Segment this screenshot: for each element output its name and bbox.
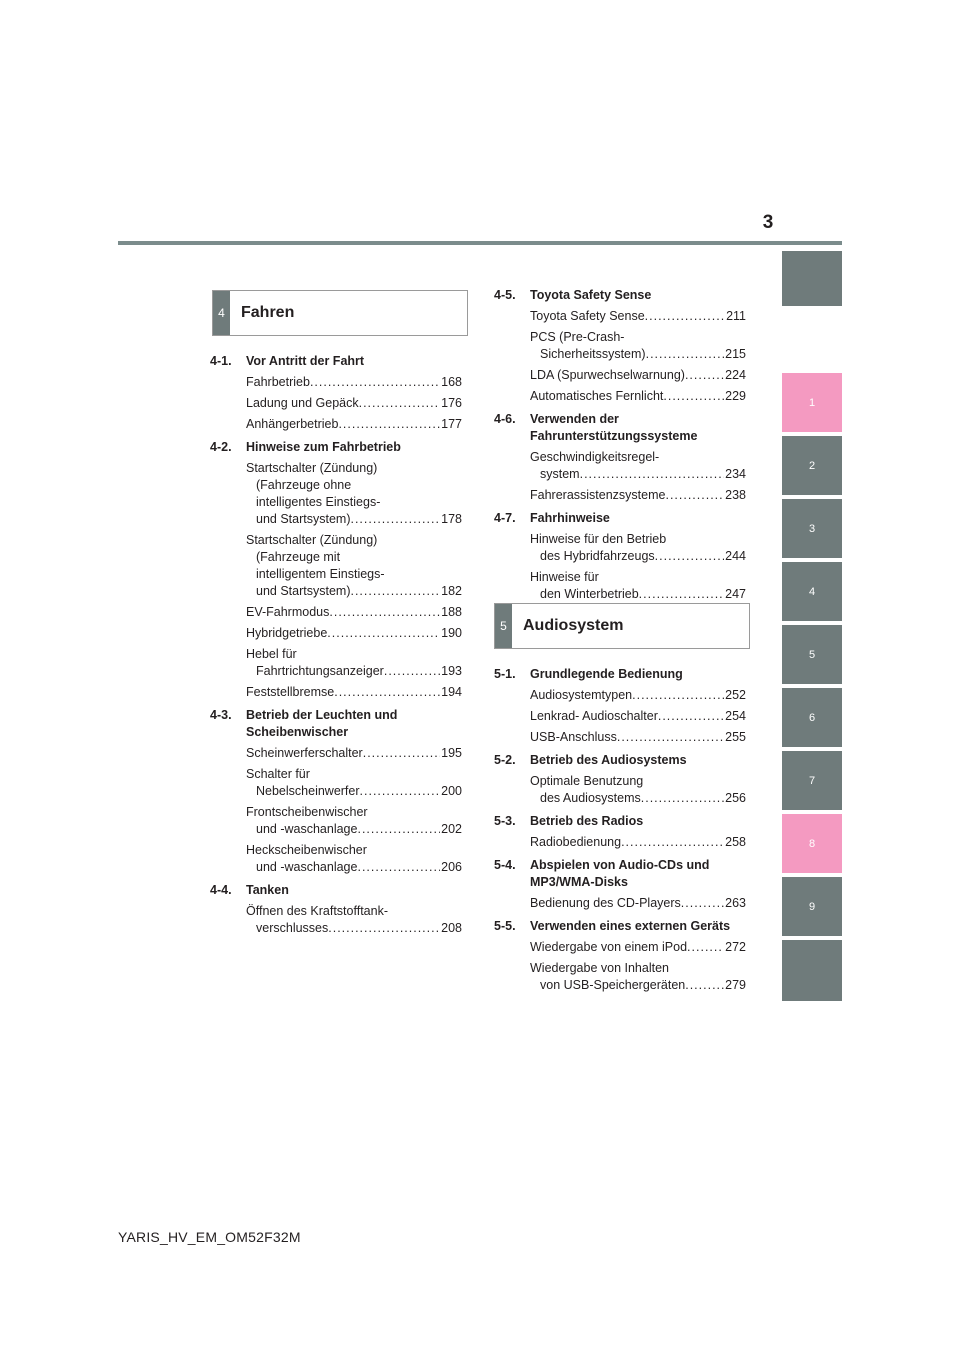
toc-entry-text: Optimale Benutzung — [530, 774, 644, 788]
toc-entry-text: des Audiosystems — [540, 791, 641, 805]
toc-entry-text: Startschalter (Zündung) — [246, 461, 378, 475]
toc-page-number: 252 — [725, 688, 746, 702]
toc-page-number: 234 — [725, 467, 746, 481]
toc-page-number: 208 — [441, 921, 462, 935]
dot-leader — [359, 395, 441, 412]
toc-entry[interactable] — [210, 374, 462, 391]
toc-group-heading[interactable] — [494, 857, 746, 891]
toc-group-number: 5-4. — [494, 858, 516, 872]
toc-group-heading[interactable] — [494, 411, 746, 445]
chapter-tab-label: 3 — [808, 522, 816, 535]
toc-entry-text: Hinweise für den Betrieb — [530, 532, 667, 546]
toc-entry-text: den Winterbetrieb — [540, 587, 639, 601]
toc-entry[interactable] — [494, 687, 746, 704]
toc-entry-text: Scheinwerferschalter — [246, 746, 363, 760]
toc-group — [210, 707, 462, 876]
toc-group-title: Grundlegende Bedienung — [530, 667, 683, 681]
toc-entry-text: Öffnen des Kraftstofftank- — [246, 904, 388, 918]
section-number: 4 — [213, 291, 230, 335]
toc-group-heading[interactable] — [494, 813, 746, 830]
toc-page-number: 238 — [725, 488, 746, 502]
toc-page-number: 215 — [725, 347, 746, 361]
toc-entry-text: Anhängerbetrieb — [246, 417, 339, 431]
toc-group-title: Scheibenwischer — [246, 725, 349, 739]
toc-entry-text: Schalter für — [246, 767, 310, 781]
chapter-tab-blank[interactable] — [782, 251, 842, 306]
dot-leader — [384, 663, 440, 680]
toc-entry[interactable] — [210, 416, 462, 433]
toc-entry-text: EV-Fahrmodus — [246, 605, 330, 619]
toc-entry-text: Fahrerassistenzsysteme — [530, 488, 666, 502]
toc-entry-text: Audiosystemtypen — [530, 688, 633, 702]
toc-entry[interactable] — [210, 766, 462, 800]
toc-entry-text: Startschalter (Zündung) — [246, 533, 378, 547]
toc-entry-text: PCS (Pre-Crash- — [530, 330, 625, 344]
toc-entry-text: und -waschanlage — [256, 860, 358, 874]
toc-entry-text: Bedienung des CD-Players — [530, 896, 681, 910]
toc-group-title: Fahrunterstützungssysteme — [530, 429, 698, 443]
chapter-tab-8[interactable] — [782, 814, 842, 873]
toc-entry[interactable] — [494, 960, 746, 994]
dot-leader — [327, 625, 440, 642]
toc-entry-text: Toyota Safety Sense — [530, 309, 645, 323]
dot-leader — [617, 729, 724, 746]
chapter-tab-2[interactable] — [782, 436, 842, 495]
toc-entry-text: Sicherheitssystem) — [540, 347, 646, 361]
chapter-tab-9[interactable] — [782, 877, 842, 936]
toc-page-number: 194 — [441, 685, 462, 699]
toc-entry-text: Heckscheibenwischer — [246, 843, 367, 857]
toc-group — [494, 918, 746, 994]
toc-entry-text: von USB-Speichergeräten — [540, 978, 686, 992]
toc-entry[interactable] — [494, 834, 746, 851]
page-number: 3 — [762, 212, 774, 233]
toc-page-number: 206 — [441, 860, 462, 874]
dot-leader — [687, 939, 724, 956]
dot-leader — [641, 790, 724, 807]
toc-entry[interactable] — [494, 708, 746, 725]
chapter-tab-label: 8 — [808, 837, 816, 850]
toc-entry[interactable] — [210, 684, 462, 701]
dot-leader — [685, 367, 724, 384]
dot-leader — [329, 604, 440, 621]
dot-leader — [646, 346, 725, 363]
toc-group — [494, 666, 746, 746]
toc-group-number: 4-7. — [494, 511, 516, 525]
toc-page-number: 279 — [725, 978, 746, 992]
toc-entry-text: des Hybridfahrzeugs — [540, 549, 655, 563]
toc-group-heading[interactable] — [210, 707, 462, 741]
toc-group-number: 4-2. — [210, 440, 232, 454]
toc-group-title: MP3/WMA-Disks — [530, 875, 628, 889]
toc-entry[interactable] — [210, 745, 462, 762]
toc-page-number: 254 — [725, 709, 746, 723]
toc-page-number: 229 — [725, 389, 746, 403]
toc-page-number: 224 — [725, 368, 746, 382]
toc-page-number: 202 — [441, 822, 462, 836]
toc-page-number: 193 — [441, 664, 462, 678]
toc-page-number: 247 — [725, 587, 746, 601]
toc-entry-text: Radiobedienung — [530, 835, 622, 849]
toc-entry[interactable] — [494, 308, 746, 325]
chapter-tab-label: 2 — [808, 459, 816, 472]
chapter-tab-3[interactable] — [782, 499, 842, 558]
toc-group-number: 5-2. — [494, 753, 516, 767]
toc-entry[interactable] — [210, 804, 462, 838]
chapter-tab-blank[interactable] — [782, 940, 842, 1001]
toc-group-title: Verwenden eines externen Geräts — [530, 919, 731, 933]
toc-page-number: 168 — [441, 375, 462, 389]
toc-entry-text: und Startsystem) — [256, 512, 351, 526]
toc-entry-text: intelligentes Einstiegs- — [256, 495, 381, 509]
toc-group-number: 4-3. — [210, 708, 232, 722]
toc-entry-text: (Fahrzeuge mit — [256, 550, 341, 564]
toc-entry[interactable] — [210, 460, 462, 528]
toc-column-right-b — [494, 666, 746, 1000]
section-number: 5 — [495, 604, 512, 648]
toc-entry[interactable] — [210, 903, 462, 937]
toc-page-number: 272 — [725, 940, 746, 954]
toc-group-heading[interactable] — [494, 752, 746, 769]
toc-group — [210, 439, 462, 701]
chapter-tab-4[interactable] — [782, 562, 842, 621]
dot-leader — [350, 511, 440, 528]
dot-leader — [328, 920, 440, 937]
section-header-4 — [212, 290, 468, 336]
toc-entry-text: Hinweise für — [530, 570, 599, 584]
toc-column-left — [210, 353, 462, 943]
toc-group-number: 4-1. — [210, 354, 232, 368]
dot-leader — [334, 684, 440, 701]
toc-entry-text: und Startsystem) — [256, 584, 351, 598]
toc-group-title: Abspielen von Audio-CDs und — [530, 858, 710, 872]
toc-entry[interactable] — [494, 773, 746, 807]
chapter-tab-label: 6 — [808, 711, 816, 724]
dot-leader — [663, 388, 724, 405]
toc-entry-text: Feststellbremse — [246, 685, 335, 699]
toc-entry[interactable] — [210, 646, 462, 680]
toc-entry-text: Lenkrad- Audioschalter — [530, 709, 658, 723]
section-header-5 — [494, 603, 750, 649]
dot-leader — [639, 586, 724, 603]
toc-group-number: 5-3. — [494, 814, 516, 828]
toc-page-number: 244 — [725, 549, 746, 563]
toc-entry[interactable] — [494, 531, 746, 565]
dot-leader — [632, 687, 724, 704]
toc-group-title: Hinweise zum Fahrbetrieb — [246, 440, 401, 454]
toc-group — [494, 857, 746, 912]
toc-group — [210, 882, 462, 937]
toc-page-number: 200 — [441, 784, 462, 798]
dot-leader — [685, 977, 724, 994]
toc-page-number: 255 — [725, 730, 746, 744]
toc-group-number: 4-5. — [494, 288, 516, 302]
toc-page-number: 258 — [725, 835, 746, 849]
toc-group-title: Verwenden der — [530, 412, 619, 426]
toc-group — [210, 353, 462, 433]
section-title: Audiosystem — [523, 617, 624, 634]
toc-page-number: 182 — [441, 584, 462, 598]
toc-group-number: 5-1. — [494, 667, 516, 681]
toc-entry-text: Automatisches Fernlicht — [530, 389, 664, 403]
toc-entry[interactable] — [494, 329, 746, 363]
toc-entry[interactable] — [494, 569, 746, 603]
toc-group — [494, 510, 746, 603]
toc-group-number: 4-4. — [210, 883, 232, 897]
toc-entry[interactable] — [210, 395, 462, 412]
toc-page-number: 190 — [441, 626, 462, 640]
toc-group-title: Fahrhinweise — [530, 511, 610, 525]
dot-leader — [357, 859, 440, 876]
toc-entry[interactable] — [494, 388, 746, 405]
toc-group-title: Toyota Safety Sense — [530, 288, 652, 302]
toc-entry-text: system — [540, 467, 580, 481]
dot-leader — [665, 487, 724, 504]
toc-group-heading[interactable] — [494, 666, 746, 683]
toc-entry-text: Wiedergabe von Inhalten — [530, 961, 669, 975]
toc-group — [494, 752, 746, 807]
toc-entry[interactable] — [494, 729, 746, 746]
toc-entry[interactable] — [210, 532, 462, 600]
dot-leader — [655, 548, 724, 565]
toc-entry-text: intelligentem Einstiegs- — [256, 567, 385, 581]
chapter-tab-label: 1 — [808, 396, 816, 409]
chapter-tab-label: 4 — [808, 585, 816, 598]
dot-leader — [658, 708, 724, 725]
dot-leader — [357, 821, 440, 838]
toc-entry[interactable] — [494, 895, 746, 912]
toc-group-heading[interactable] — [494, 287, 746, 304]
toc-group-heading[interactable] — [210, 882, 462, 899]
dot-leader — [310, 374, 440, 391]
toc-entry-text: Fahrtrichtungsanzeiger — [256, 664, 384, 678]
toc-entry[interactable] — [210, 842, 462, 876]
toc-page-number: 195 — [441, 746, 462, 760]
toc-entry-text: USB-Anschluss — [530, 730, 617, 744]
dot-leader — [350, 583, 440, 600]
toc-page-number: 211 — [726, 309, 746, 323]
dot-leader — [360, 783, 441, 800]
chapter-tab-label: 5 — [808, 648, 816, 661]
toc-group-title: Betrieb des Radios — [530, 814, 644, 828]
dot-leader — [645, 308, 725, 325]
toc-group-number: 4-6. — [494, 412, 516, 426]
chapter-tab-5[interactable] — [782, 625, 842, 684]
toc-entry-text: Hybridgetriebe — [246, 626, 328, 640]
toc-entry[interactable] — [210, 625, 462, 642]
toc-entry-text: LDA (Spurwechselwarnung) — [530, 368, 685, 382]
dot-leader — [681, 895, 724, 912]
toc-page-number: 177 — [441, 417, 462, 431]
toc-entry-text: und -waschanlage — [256, 822, 358, 836]
toc-entry[interactable] — [494, 449, 746, 483]
toc-group-title: Vor Antritt der Fahrt — [246, 354, 365, 368]
toc-group — [494, 411, 746, 504]
toc-page-number: 263 — [725, 896, 746, 910]
toc-entry-text: Hebel für — [246, 647, 297, 661]
toc-group-title: Tanken — [246, 883, 289, 897]
toc-entry-text: Ladung und Gepäck — [246, 396, 359, 410]
toc-entry-text: Nebelscheinwerfer — [256, 784, 360, 798]
dot-leader — [363, 745, 440, 762]
toc-group — [494, 287, 746, 405]
toc-group-title: Betrieb der Leuchten und — [246, 708, 398, 722]
dot-leader — [621, 834, 724, 851]
toc-page-number: 256 — [725, 791, 746, 805]
toc-column-right-a — [494, 287, 746, 609]
dot-leader — [580, 466, 725, 483]
toc-entry-text: Geschwindigkeitsregel- — [530, 450, 660, 464]
header-rule — [118, 241, 842, 245]
toc-entry[interactable] — [494, 487, 746, 504]
toc-group-heading[interactable] — [210, 439, 462, 456]
toc-group-heading[interactable] — [210, 353, 462, 370]
dot-leader — [338, 416, 440, 433]
toc-entry[interactable] — [494, 367, 746, 384]
toc-group-heading[interactable] — [494, 918, 746, 935]
chapter-tab-1[interactable] — [782, 373, 842, 432]
footer-code: YARIS_HV_EM_OM52F32M — [118, 1229, 301, 1245]
chapter-tab-7[interactable] — [782, 751, 842, 810]
toc-entry-text: Fahrbetrieb — [246, 375, 310, 389]
toc-page-number: 178 — [441, 512, 462, 526]
toc-entry-text: verschlusses — [256, 921, 329, 935]
toc-page-number: 176 — [441, 396, 462, 410]
chapter-tab-6[interactable] — [782, 688, 842, 747]
toc-group-title: Betrieb des Audiosystems — [530, 753, 687, 767]
chapter-tab-label: 7 — [808, 774, 816, 787]
toc-group-number: 5-5. — [494, 919, 516, 933]
toc-entry-text: (Fahrzeuge ohne — [256, 478, 352, 492]
toc-page-number: 188 — [441, 605, 462, 619]
chapter-tab-label: 9 — [808, 900, 816, 913]
section-title: Fahren — [241, 304, 295, 321]
toc-entry-text: Frontscheibenwischer — [246, 805, 368, 819]
toc-group-heading[interactable] — [494, 510, 746, 527]
toc-entry[interactable] — [494, 939, 746, 956]
toc-group — [494, 813, 746, 851]
toc-entry-text: Wiedergabe von einem iPod — [530, 940, 688, 954]
toc-entry[interactable] — [210, 604, 462, 621]
